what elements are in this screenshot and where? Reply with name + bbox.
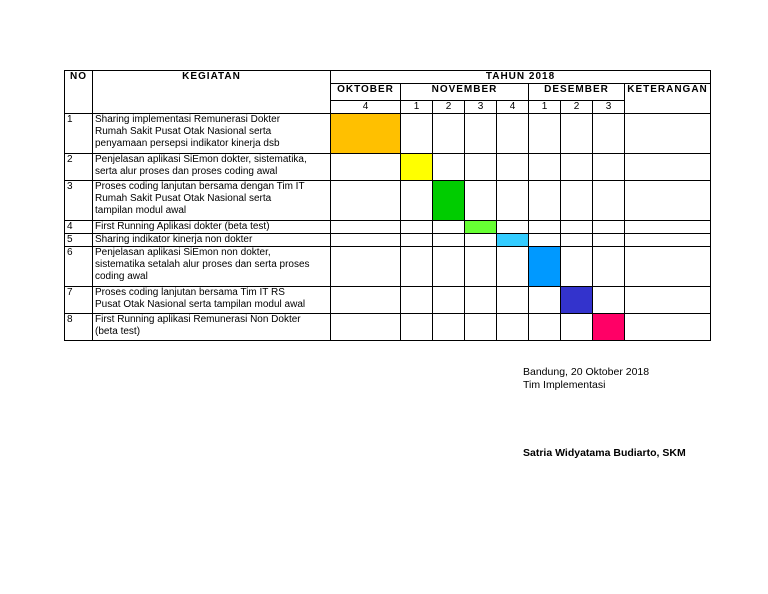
schedule-cell <box>465 247 497 287</box>
activity-line: tampilan modul awal <box>95 205 187 216</box>
gantt-bar <box>331 114 401 154</box>
schedule-cell <box>433 154 465 181</box>
schedule-cell <box>593 247 625 287</box>
week-label: 1 <box>401 101 433 114</box>
schedule-cell <box>529 314 561 341</box>
schedule-cell <box>433 114 465 154</box>
schedule-cell <box>593 181 625 221</box>
table-row <box>65 221 711 234</box>
schedule-cell <box>497 314 529 341</box>
row-number: 1 <box>65 114 93 154</box>
schedule-cell <box>497 114 529 154</box>
schedule-cell <box>561 154 593 181</box>
gantt-bar <box>401 154 433 181</box>
activity-line: Penjelasan aplikasi SiEmon non dokter, <box>95 247 271 258</box>
schedule-cell <box>401 234 433 247</box>
schedule-cell <box>561 247 593 287</box>
activity-cell <box>93 314 331 341</box>
row-number: 4 <box>65 221 93 234</box>
schedule-cell <box>401 247 433 287</box>
schedule-cell <box>529 221 561 234</box>
schedule-cell <box>529 287 561 314</box>
schedule-cell <box>561 181 593 221</box>
activity-cell <box>93 221 331 234</box>
schedule-cell <box>433 287 465 314</box>
activity-cell <box>93 154 331 181</box>
table-row <box>65 247 711 287</box>
week-label: 3 <box>593 101 625 114</box>
schedule-cell <box>529 234 561 247</box>
schedule-cell <box>561 114 593 154</box>
schedule-cell <box>593 234 625 247</box>
table-row <box>65 154 711 181</box>
keterangan-cell <box>625 314 711 341</box>
row-number: 6 <box>65 247 93 287</box>
schedule-cell <box>497 154 529 181</box>
keterangan-cell <box>625 234 711 247</box>
header-kegiatan: KEGIATAN <box>93 71 331 114</box>
gantt-bar <box>593 314 625 341</box>
activity-line: serta alur proses dan proses coding awal <box>95 166 278 177</box>
keterangan-cell <box>625 181 711 221</box>
activity-line: Proses coding lanjutan bersama Tim IT RS <box>95 287 285 298</box>
table-row <box>65 314 711 341</box>
gantt-table <box>64 70 711 341</box>
schedule-cell <box>593 114 625 154</box>
schedule-cell <box>529 154 561 181</box>
schedule-cell <box>433 234 465 247</box>
schedule-cell <box>433 221 465 234</box>
activity-line: Sharing indikator kinerja non dokter <box>95 234 253 245</box>
keterangan-cell <box>625 114 711 154</box>
activity-line: Rumah Sakit Pusat Otak Nasional serta <box>95 126 272 137</box>
team-name: Tim Implementasi <box>523 379 606 391</box>
schedule-cell <box>331 234 401 247</box>
schedule-cell <box>593 287 625 314</box>
activity-cell <box>93 234 331 247</box>
schedule-cell <box>497 287 529 314</box>
row-number: 5 <box>65 234 93 247</box>
gantt-bar <box>497 234 529 247</box>
schedule-cell <box>497 181 529 221</box>
keterangan-cell <box>625 247 711 287</box>
schedule-cell <box>331 154 401 181</box>
week-label: 4 <box>331 101 401 114</box>
keterangan-cell <box>625 221 711 234</box>
activity-cell <box>93 114 331 154</box>
gantt-bar <box>561 287 593 314</box>
schedule-cell <box>465 154 497 181</box>
schedule-cell <box>331 181 401 221</box>
row-number: 2 <box>65 154 93 181</box>
schedule-cell <box>401 181 433 221</box>
week-label: 3 <box>465 101 497 114</box>
activity-line: (beta test) <box>95 326 141 337</box>
keterangan-cell <box>625 154 711 181</box>
schedule-cell <box>497 247 529 287</box>
activity-cell <box>93 181 331 221</box>
schedule-cell <box>433 314 465 341</box>
activity-line: Sharing implementasi Remunerasi Dokter <box>95 114 281 125</box>
table-row <box>65 234 711 247</box>
activity-line: First Running Aplikasi dokter (beta test) <box>95 221 270 232</box>
activity-line: sistematika setalah alur proses dan serta proses <box>95 259 310 270</box>
schedule-cell <box>401 287 433 314</box>
header-tahun: TAHUN 2018 <box>331 71 711 84</box>
week-label: 1 <box>529 101 561 114</box>
activity-cell <box>93 287 331 314</box>
schedule-cell <box>465 234 497 247</box>
schedule-cell <box>465 314 497 341</box>
table-row <box>65 114 711 154</box>
activity-line: First Running aplikasi Remunerasi Non Dokter <box>95 314 301 325</box>
header-month-november: NOVEMBER <box>401 84 529 101</box>
place-date: Bandung, 20 Oktober 2018 <box>523 366 650 378</box>
row-number: 8 <box>65 314 93 341</box>
week-label: 4 <box>497 101 529 114</box>
week-label: 2 <box>433 101 465 114</box>
keterangan-cell <box>625 287 711 314</box>
table-row <box>65 181 711 221</box>
schedule-cell <box>465 287 497 314</box>
activity-line: coding awal <box>95 271 148 282</box>
schedule-cell <box>497 221 529 234</box>
schedule-cell <box>331 314 401 341</box>
schedule-cell <box>331 221 401 234</box>
schedule-cell <box>331 287 401 314</box>
header-no: NO <box>65 71 93 114</box>
header-month-desember: DESEMBER <box>529 84 625 101</box>
schedule-cell <box>593 154 625 181</box>
activity-line: Pusat Otak Nasional serta tampilan modul awal <box>95 299 306 310</box>
schedule-cell <box>593 221 625 234</box>
activity-line: Penjelasan aplikasi SiEmon dokter, sistematika, <box>95 154 307 165</box>
gantt-bar <box>529 247 561 287</box>
gantt-bar <box>465 221 497 234</box>
table-row <box>65 287 711 314</box>
schedule-cell <box>561 221 593 234</box>
activity-line: Proses coding lanjutan bersama dengan Tim IT <box>95 181 305 192</box>
activity-line: penyamaan persepsi indikator kinerja dsb <box>95 138 280 149</box>
activity-cell <box>93 247 331 287</box>
row-number: 3 <box>65 181 93 221</box>
activity-line: Rumah Sakit Pusat Otak Nasional serta <box>95 193 272 204</box>
schedule-cell <box>465 181 497 221</box>
gantt-bar <box>433 181 465 221</box>
header-month-oktober: OKTOBER <box>331 84 401 101</box>
schedule-cell <box>331 247 401 287</box>
schedule-cell <box>401 314 433 341</box>
header-keterangan: KETERANGAN <box>625 84 711 114</box>
signatory-name: Satria Widyatama Budiarto, SKM <box>523 447 686 459</box>
gantt-body <box>65 114 711 341</box>
schedule-cell <box>401 114 433 154</box>
schedule-cell <box>401 221 433 234</box>
schedule-cell <box>561 234 593 247</box>
schedule-cell <box>561 314 593 341</box>
row-number: 7 <box>65 287 93 314</box>
week-label: 2 <box>561 101 593 114</box>
schedule-cell <box>465 114 497 154</box>
schedule-cell <box>529 181 561 221</box>
schedule-cell <box>433 247 465 287</box>
schedule-cell <box>529 114 561 154</box>
